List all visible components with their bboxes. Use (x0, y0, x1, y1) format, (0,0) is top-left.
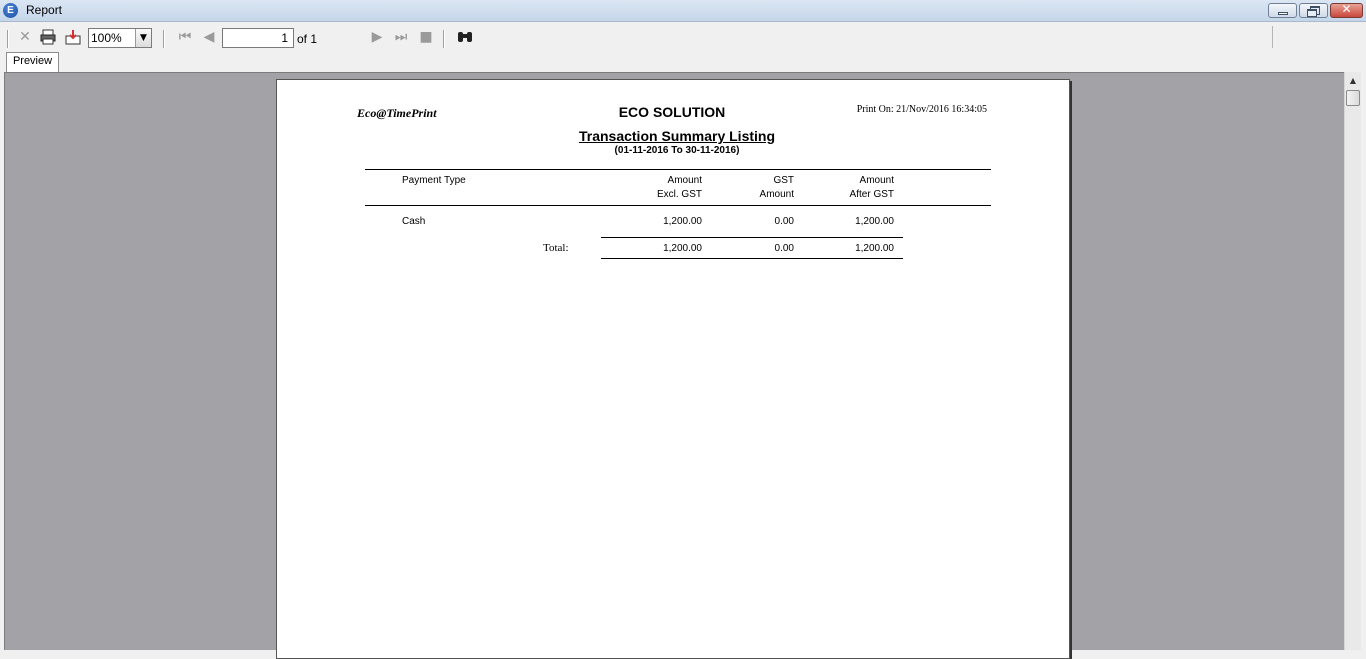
column-header-payment-type: Payment Type (402, 175, 466, 186)
page-number-input[interactable]: 1 (222, 28, 294, 48)
toolbar-separator (163, 30, 165, 48)
report-print-date: Print On: 21/Nov/2016 16:34:05 (856, 104, 987, 115)
row-payment-type: Cash (402, 216, 426, 227)
column-header-amount-after-2: After GST (849, 189, 894, 200)
close-report-icon[interactable]: ✕ (19, 29, 31, 45)
window-edge (1361, 72, 1366, 650)
total-gst: 0.00 (774, 243, 794, 254)
total-top-rule (601, 237, 903, 238)
minimize-button[interactable] (1268, 3, 1297, 18)
report-page (276, 79, 1070, 659)
first-page-icon[interactable]: ⏮ (178, 29, 192, 45)
column-header-amount-excl-2: Excl. GST (656, 189, 702, 200)
print-icon[interactable] (39, 28, 57, 46)
row-amount-excl: 1,200.00 (663, 216, 702, 227)
header-top-rule (365, 169, 991, 170)
total-bottom-rule (601, 258, 903, 259)
total-label: Total: (543, 242, 569, 254)
toolbar (0, 22, 1366, 52)
report-brand: Eco@TimePrint (357, 106, 437, 120)
column-header-gst-2: Amount (759, 189, 794, 200)
header-bottom-rule (365, 205, 991, 206)
close-icon: ✕ (1341, 2, 1352, 16)
tab-preview[interactable]: Preview (6, 52, 59, 72)
zoom-value: 100% (91, 31, 122, 45)
next-page-icon[interactable]: ▶ (371, 29, 383, 45)
toolbar-separator (7, 30, 9, 48)
column-header-amount-after-1: Amount (859, 175, 894, 186)
stop-icon[interactable]: ■ (419, 29, 433, 45)
search-binoculars-icon[interactable] (456, 28, 474, 46)
close-button[interactable] (1330, 3, 1363, 18)
total-amount-excl: 1,200.00 (663, 243, 702, 254)
chevron-down-icon[interactable]: ▼ (135, 29, 151, 47)
export-icon[interactable] (64, 28, 82, 46)
minimize-icon (1278, 12, 1288, 15)
app-icon: E (3, 3, 18, 18)
previous-page-icon[interactable]: ◀ (203, 29, 215, 45)
report-company: ECO SOLUTION (618, 104, 726, 120)
toolbar-divider (1272, 26, 1273, 48)
restore-icon-back (1307, 9, 1317, 17)
vertical-scrollbar[interactable] (1344, 72, 1361, 650)
window-title: Report (26, 3, 63, 17)
report-title (527, 128, 827, 144)
report-period: (01-11-2016 To 30-11-2016) (614, 145, 740, 156)
scroll-up-icon[interactable]: ▲ (1349, 76, 1357, 85)
tab-strip (0, 52, 1366, 72)
scrollbar-thumb[interactable] (1346, 90, 1360, 106)
zoom-select[interactable] (88, 28, 152, 48)
last-page-icon[interactable]: ⏭ (394, 29, 408, 45)
restore-button[interactable] (1299, 3, 1328, 18)
title-bar (0, 0, 1366, 22)
total-amount-after: 1,200.00 (855, 243, 894, 254)
column-header-gst-1: GST (773, 175, 794, 186)
toolbar-separator (443, 30, 445, 48)
report-preview-area[interactable] (4, 72, 1344, 650)
row-amount-after: 1,200.00 (855, 216, 894, 227)
row-gst: 0.00 (774, 216, 794, 227)
report-title-text: Transaction Summary Listing (578, 128, 776, 144)
column-header-amount-excl-1: Amount (667, 175, 702, 186)
page-total: of 1 (297, 32, 318, 46)
